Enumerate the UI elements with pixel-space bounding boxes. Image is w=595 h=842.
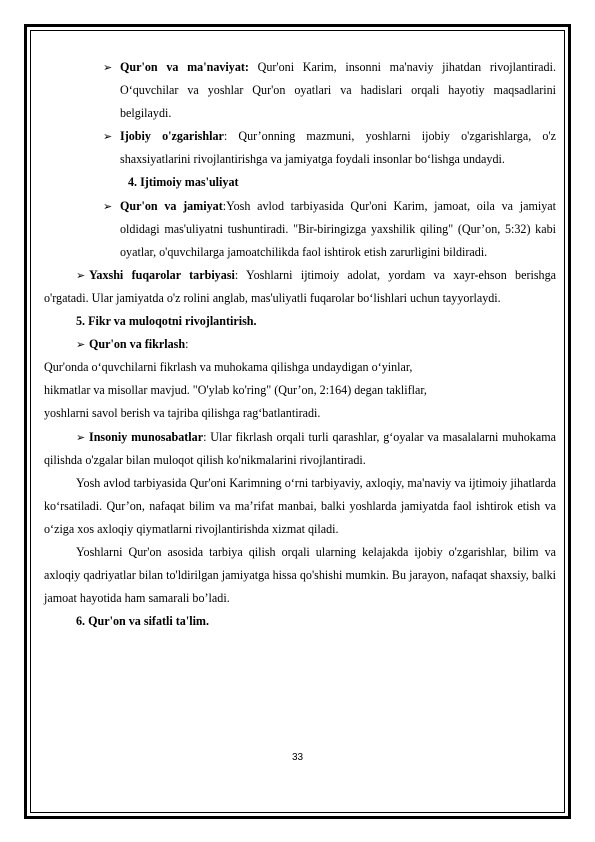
- bullet-quran-spirituality: [103, 56, 556, 125]
- arrow-bullet-icon: ➢: [76, 430, 86, 444]
- bullet-quran-thinking: [44, 333, 556, 356]
- bullet-heading: Insoniy munosabatlar: [89, 429, 204, 444]
- bullet-quran-society: [103, 195, 556, 264]
- section-heading-4: 4. Ijtimoiy mas'uliyat: [128, 175, 239, 190]
- bullet-heading: Yaxshi fuqarolar tarbiyasi: [89, 267, 235, 282]
- bullet-text: : Ular fikrlash orqali turli qarashlar, g‘oyalar va masalalarni muhokama qilishda o'zgalar bilan muloqot qilish ko'nikmalarini rivojlantiradi.: [44, 429, 556, 467]
- page-number: 33: [291, 752, 304, 763]
- arrow-bullet-icon: ➢: [103, 130, 113, 144]
- arrow-bullet-icon: ➢: [76, 268, 86, 282]
- bullet-human-relations: [44, 426, 556, 472]
- bullet-text: Qur'oni Karim, insonni ma'naviy jihatdan rivojlantiradi. O‘quvchilar va yoshlar Qur'on oyatlari va hadislari orqali hayotiy maqsadlarini belgilaydi.: [120, 60, 556, 121]
- section-heading-5: 5. Fikr va muloqotni rivojlantirish.: [76, 314, 257, 329]
- bullet-heading: Qur'on va ma'naviyat:: [120, 60, 249, 74]
- bullet-heading: Ijobiy o'zgarishlar: [120, 129, 224, 144]
- paragraph: Yosh avlod tarbiyasida Qur'oni Karimning o‘rni tarbiyaviy, axloqiy, ma'naviy va ijtimoiy jihatlarda ko‘rsatiladi. Qur’on, nafaqat bilim va ma’rifat manbai, balki yoshlarda jamiyatda faol ishtirok etish va o‘ziga xos axloqiy qiymatlarni rivojlantirishda xizmat qiladi.: [44, 475, 556, 536]
- bullet-good-citizens: [44, 264, 556, 310]
- plain-line: hikmatlar va misollar mavjud. "O'ylab ko'ring" (Qur’on, 2:164) degan takliflar,: [44, 383, 427, 398]
- arrow-bullet-icon: ➢: [103, 199, 113, 213]
- plain-line: yoshlarni savol berish va tajriba qilishga rag‘batlantiradi.: [44, 406, 321, 421]
- document-body: [44, 56, 557, 633]
- bullet-text: :Yosh avlod tarbiyasida Qur'oni Karim, jamoat, oila va jamiyat oldidagi mas'uliyatni tushuntiradi. "Bir-biringizga yaxshilik qiling" (Qur’on, 5:32) kabi oyatlar, o'quvchilarga jamoatchilikda faol ishtirok etish zarurligini bildiradi.: [120, 198, 556, 259]
- bullet-heading: Qur'on va fikrlash: [89, 337, 186, 352]
- bullet-positive-changes: [103, 125, 556, 171]
- section-heading-6: 6. Qur'on va sifatli ta'lim.: [76, 614, 210, 629]
- paragraph: Yoshlarni Qur'on asosida tarbiya qilish orqali ularning kelajakda ijobiy o'zgarishlar, bilim va axloqiy qadriyatlar bilan to'ldirilgan jamiyatga hissa qo'shishi mumkin. Bu jarayon, nafaqat shaxsiy, balki jamoat hayotida ham samarali bo’ladi.: [44, 544, 556, 606]
- bullet-text: : Qur’onning mazmuni, yoshlarni ijobiy o'zgarishlarga, o'z shaxsiyatlarini rivojlantirishga va jamiyatga foydali insonlar bo‘lishga undaydi.: [120, 129, 556, 167]
- plain-line: Qur'onda o‘quvchilarni fikrlash va muhokama qilishga undaydigan o‘yinlar,: [44, 360, 413, 375]
- arrow-bullet-icon: ➢: [76, 338, 86, 352]
- bullet-heading: Qur'on va jamiyat: [120, 198, 223, 213]
- arrow-bullet-icon: ➢: [103, 61, 113, 74]
- bullet-text: : Yoshlarni ijtimoiy adolat, yordam va xayr-ehson berishga o'rgatadi. Ular jamiyatda o'z rolini anglab, mas'uliyatli fuqarolar bo‘lishlari uchun tayyorlaydi.: [44, 267, 557, 305]
- bullet-text: :: [185, 337, 189, 352]
